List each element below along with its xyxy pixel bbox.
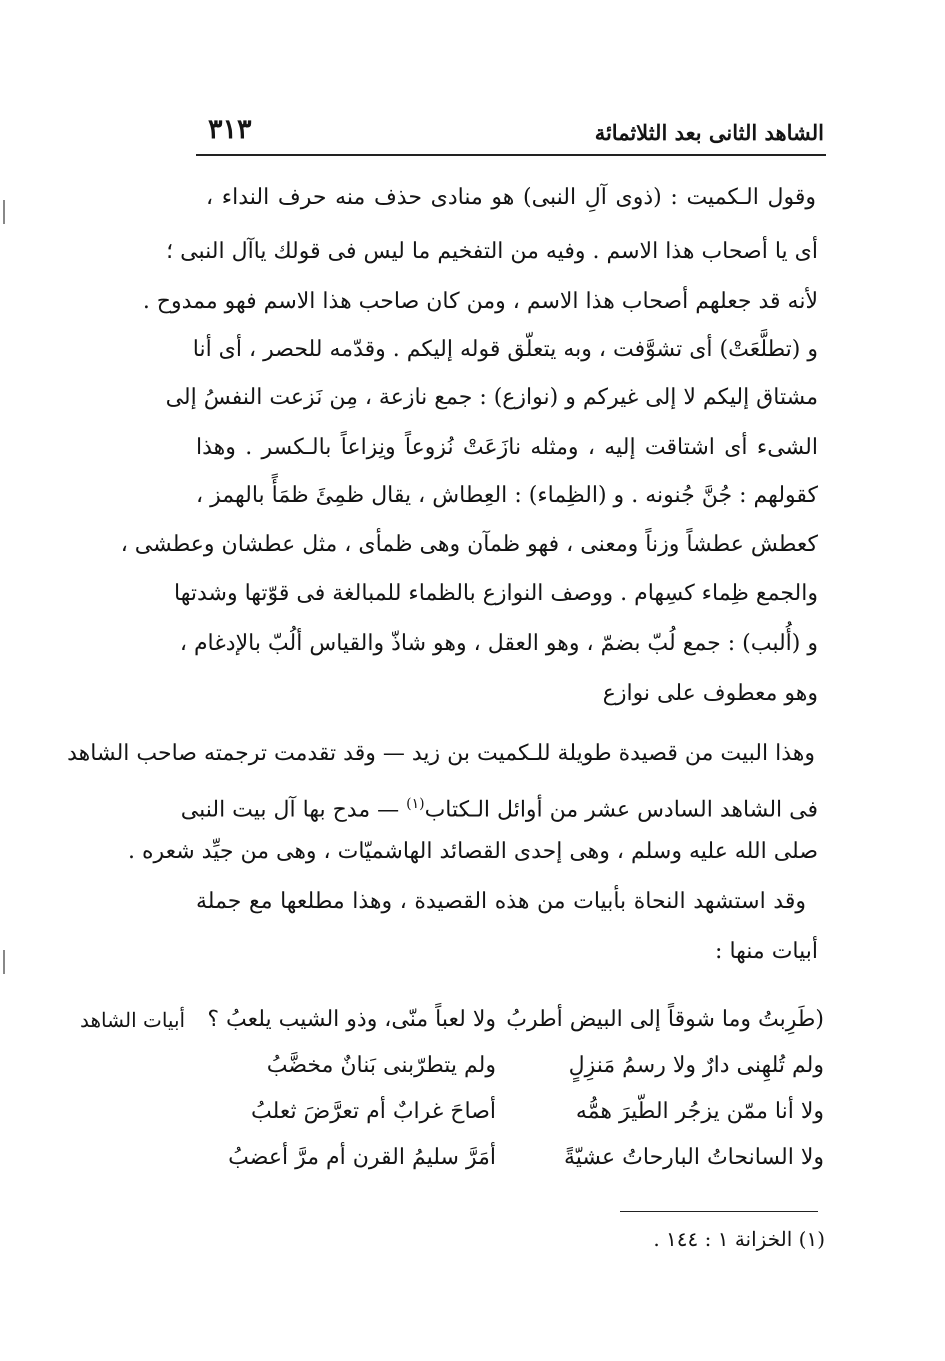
verse-line [196,1046,824,1092]
verse-first-hemistich: (طَرِبتُ وما شوقاً إلى البيض أطربُ [506,1007,824,1032]
verse-second-hemistich: أصاحَ غرابٌ أم تعرَّضَ ثعلبُ [251,1099,496,1124]
text-line: الشىء أى اشتاقت إليه ، ومثله نازَعَتْ نُزوعاً ونِزاعاً بالـكسر . وهذا [196,435,818,460]
verse-first-hemistich: ولا أنا ممّن يزجُر الطّيرَ همُّه [575,1099,824,1124]
scan-edge-mark [3,950,5,974]
footnote-reference: (١) [406,796,425,812]
verse-first-hemistich: ولم تُلهِنى دارٌ ولا رسمُ مَنزِلٍ [568,1053,824,1078]
side-label: أبيات الشاهد [80,1008,186,1032]
text-line: مشتاق إليكم لا إلى غيركم و (نوازع) : جمع نازعة ، مِن نَزعت النفسُ إلى [165,385,818,410]
text-line: و (أُلبب) : جمع لُبّ بضمّ ، وهو العقل ، وهو شاذّ والقياس ألُبّ بالإدغام ، [179,631,818,656]
verse-line [196,1138,824,1184]
page-header [196,114,824,152]
running-title: الشاهد الثانى بعد الثلاثمائة [594,120,824,145]
verse-second-hemistich: ولم يتطرّبنى بَنانٌ مخضَّبُ [266,1053,496,1078]
verse-second-hemistich: أمَرَّ سليمُ القرن أم مرَّ أعضبُ [228,1145,496,1170]
text-line: وهو معطوف على نوازع [602,681,818,706]
text-line-part: — مدح بها آل بيت النبى [180,797,407,823]
scan-edge-mark [3,200,5,224]
header-rule [196,154,826,156]
verse-first-hemistich: ولا السانحاتُ البارحاتُ عشيّةً [563,1145,824,1170]
text-line: صلى الله عليه وسلم ، وهى إحدى القصائد الهاشميّات ، وهى من جيِّد شعره . [127,839,818,864]
text-line: أبيات منها : [715,939,818,964]
text-line-part: فى الشاهد السادس عشر من أوائل الـكتاب [424,797,818,823]
verse-line [196,1000,824,1046]
page-number: ٣١٣ [208,114,252,145]
verse-line [196,1092,824,1138]
text-line: وقد استشهد النحاة بأبيات من هذه القصيدة ، وهذا مطلعها مع جملة [196,889,806,914]
verse-second-hemistich: ولا لعباً منّى، وذو الشيب يلعبُ ؟ [207,1007,496,1032]
text-line: كعطش عطشاً وزناً ومعنى ، فهو ظمآن وهى ظمأى ، مثل عطشان وعطشى ، [120,532,818,557]
text-line: وقول الـكميت : (ذوى آلِ النبى) هو منادى حذف منه حرف النداء ، [206,185,816,210]
footnote-rule [620,1211,818,1212]
text-line: لأنه قد جعلهم أصحاب هذا الاسم ، ومن كان صاحب هذا الاسم فهو ممدوح . [142,289,818,314]
footnote: (١) الخزانة ١ : ١٤٤ . [653,1227,825,1251]
text-line: والجمع ظِماء كسِهام . ووصف النوازع بالظماء للمبالغة فى قوّتها وشدتها [174,581,818,606]
text-line [180,784,818,830]
text-line: و (تطلَّعَتْ) أى تشوَّفت ، وبه يتعلّق قوله إليكم . وقدّمه للحصر ، أى أنا [192,337,818,362]
text-line: كقولهم : جُنَّ جُنونه . و (الظِماء) : العِطاش ، يقال ظمِئَ ظمَأً بالهمز ، [196,483,818,508]
text-line: أى يا أصحاب هذا الاسم . وفيه من التفخيم ما ليس فى قولك ياآل النبى ؛ [166,239,818,264]
text-line: وهذا البيت من قصيدة طويلة للـكميت بن زيد — وقد تقدمت ترجمته صاحب الشاهد [67,741,815,766]
